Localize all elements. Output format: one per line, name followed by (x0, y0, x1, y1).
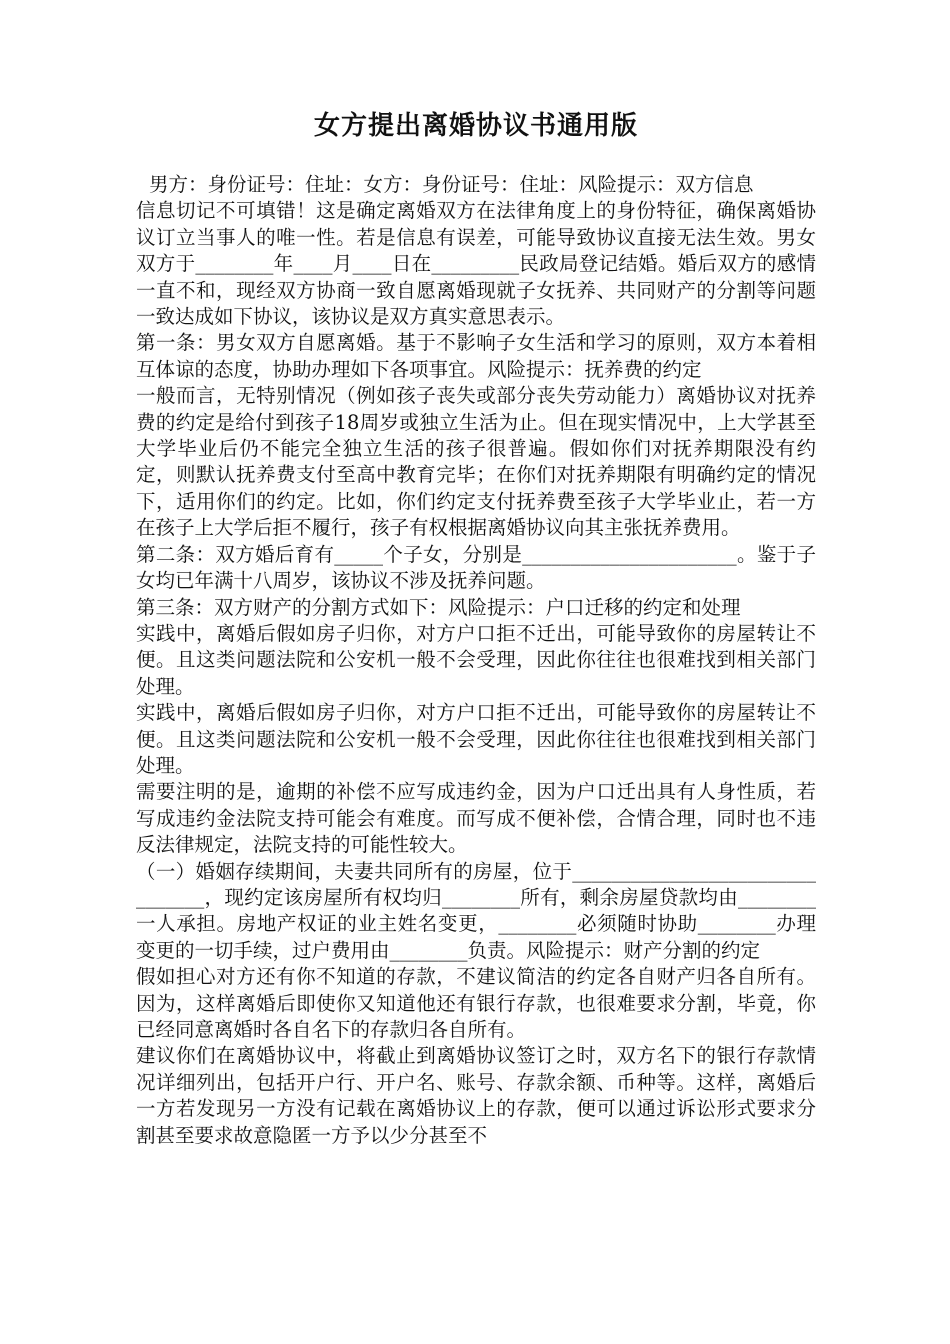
document-body (136, 172, 816, 1149)
paragraph-household-1: 实践中，离婚后假如房子归你，对方户口拒不迁出，可能导致你的房屋转让不便。且这类问题法院和公安机一般不会受理，因此你往往也很难找到相关部门处理。 (136, 621, 816, 698)
paragraph-deposit-note: 假如担心对方还有你不知道的存款，不建议简洁的约定各自财产归各自所有。因为，这样离婚后即使你又知道他还有银行存款，也很难要求分割，毕竟，你已经同意离婚时各自名下的存款归各自所有。 (136, 965, 816, 1041)
paragraph-deposit-advice: 建议你们在离婚协议中，将截止到离婚协议签订之时，双方名下的银行存款情况详细列出，包括开户行、开户名、账号、存款余额、币种等。这样，离婚后一方若发现另一方没有记载在离婚协议上的存款，便可以通过诉讼形式要求分割甚至要求故意隐匿一方予以少分甚至不 (136, 1044, 816, 1147)
paragraph-article-3: 第三条：双方财产的分割方式如下：风险提示：户口迁移的约定和处理 (136, 595, 741, 619)
paragraph-info-warning: 信息切记不可填错！这是确定离婚双方在法律角度上的身份特征，确保离婚协议订立当事人的唯一性。若是信息有误差，可能导致协议直接无法生效。男女双方于________年____月____日在_________民政局登记结婚。婚后双方的感情一直不和，现经双方协商一致自愿离婚现就子女抚养、共同财产的分割等问题一致达成如下协议，该协议是双方真实意思表示。 (136, 199, 816, 329)
paragraph-house-clause: （一）婚姻存续期间，夫妻共同所有的房屋，位于________________________________，现约定该房屋所有权均归________所有，剩余房屋贷款均由________一人承担。房地产权证的业主姓名变更，________必须随时协助________办理变更的一切手续，过户费用由________负责。风险提示：财产分割的约定 (136, 859, 816, 962)
document-title: 女方提出离婚协议书通用版 (313, 111, 638, 141)
paragraph-household-2: 实践中，离婚后假如房子归你，对方户口拒不迁出，可能导致你的房屋转让不便。且这类问题法院和公安机一般不会受理，因此你往往也很难找到相关部门处理。 (136, 701, 816, 777)
paragraph-compensation-note: 需要注明的是，逾期的补偿不应写成违约金，因为户口迁出具有人身性质，若写成违约金法院支持可能会有难度。而写成不便补偿，合情合理，同时也不违反法律规定，法院支持的可能性较大。 (136, 780, 816, 857)
paragraph-parties: 男方：身份证号：住址：女方：身份证号：住址：风险提示：双方信息 (149, 173, 754, 196)
paragraph-article-2: 第二条：双方婚后育有_____个子女，分别是______________________。鉴于子女均已年满十八周岁，该协议不涉及抚养问题。 (136, 542, 816, 593)
paragraph-support-note: 一般而言，无特别情况（例如孩子丧失或部分丧失劳动能力）离婚协议对抚养费的约定是给付到孩子18周岁或独立生活为止。但在现实情况中，上大学甚至大学毕业后仍不能完全独立生活的孩子很普遍。假如你们对抚养期限没有约定，则默认抚养费支付至高中教育完毕；在你们对抚养期限有明确约定的情况下，适用你们的约定。比如，你们约定支付抚养费至孩子大学毕业止，若一方在孩子上大学后拒不履行，孩子有权根据离婚协议向其主张抚养费用。 (136, 384, 816, 540)
paragraph-article-1: 第一条：男女双方自愿离婚。基于不影响子女生活和学习的原则，双方本着相互体谅的态度，协助办理如下各项事宜。风险提示：抚养费的约定 (136, 331, 816, 381)
